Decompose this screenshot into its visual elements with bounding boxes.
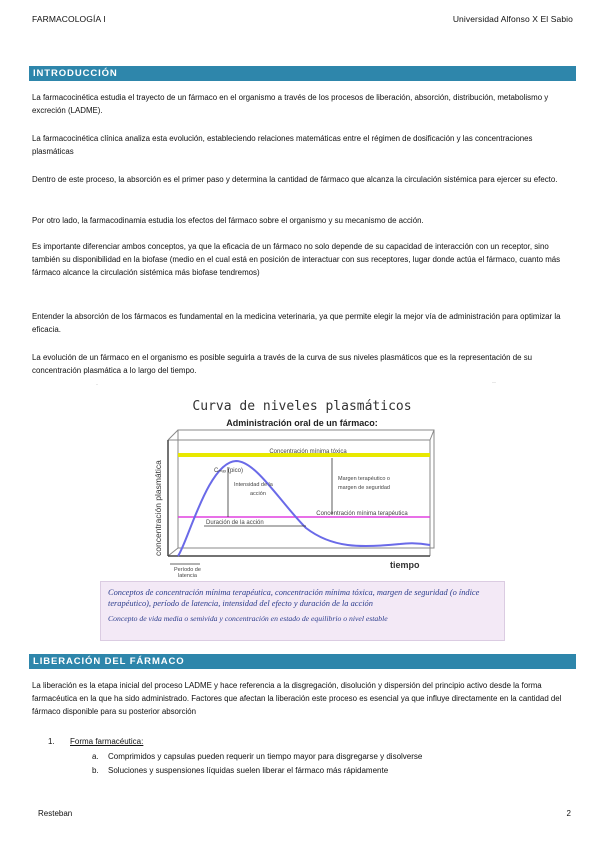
intro-paragraph-1: La farmacocinética estudia el trayecto de un fármaco en el organismo a través de los procesos de liberación, absorción, distribución, metabolismo y excreción (LADME). [32, 93, 549, 115]
figure-caption-box [100, 581, 505, 641]
scan-dot: ·· [492, 380, 496, 386]
chart-title: Curva de niveles plasmáticos [192, 399, 412, 414]
sub-item-letter-a: a. [92, 752, 99, 761]
chart-subtitle: Administración oral de un fármaco: [226, 418, 378, 428]
plasma-level-chart [100, 392, 505, 578]
intro-paragraph-4: Por otro lado, la farmacodinamia estudia los efectos del fármaco sobre el organismo y su mecanismo de acción. [32, 216, 424, 225]
header-course: FARMACOLOGÍA I [32, 14, 106, 24]
plasma-curve [178, 461, 430, 556]
duration-label: Duración de la acción [206, 520, 264, 526]
list-item-title: Forma farmacéutica: [70, 737, 144, 746]
safety-margin-label: margen de seguridad [338, 485, 390, 491]
scan-dot: · [96, 382, 98, 388]
chart-frame-edge [168, 548, 178, 556]
figure-caption-line-1: Conceptos de concentración mínima terapéutica, concentración mínima tóxica, margen de seguridad (o índice terapéutico), período de latencia, intensidad del efecto y duración de la acción [108, 588, 480, 609]
chart-frame-edge [430, 430, 434, 440]
sub-item-letter-b: b. [92, 766, 99, 775]
header-university: Universidad Alfonso X El Sabio [452, 14, 573, 24]
page-number: 2 [566, 809, 571, 818]
sub-item-a: Comprimidos y capsulas pueden requerir un tiempo mayor para disgregarse y disolverse [108, 752, 423, 761]
section-heading-liberation: LIBERACIÓN DEL FÁRMACO [29, 654, 576, 669]
cmax-label: Cₘₐₓ (pico) [214, 468, 243, 474]
figure-caption-line-2: Concepto de vida media o semivida y concentración en estado de equilibrio o nivel estable [108, 613, 388, 623]
sub-item-b: Soluciones y suspensiones líquidas suelen liberar el fármaco más rápidamente [108, 766, 389, 775]
list-item-number: 1. [48, 737, 55, 746]
intro-paragraph-5: Es importante diferenciar ambos conceptos, ya que la eficacia de un fármaco no solo depende de su capacidad de interacción con un receptor, sino también su disponibilidad en la biofase (medio en el cual está en posición de interactuar con sus receptores, lugar donde actúa el fármaco, cuanto más fármaco alcance la circulación sistémica más biofase tendremos) [32, 242, 561, 277]
intro-paragraph-6: Entender la absorción de los fármacos es fundamental en la medicina veterinaria, ya que permite elegir la mejor vía de administración para optimizar la eficacia. [32, 312, 561, 334]
y-axis-label: concentración plasmática [153, 460, 163, 556]
section-heading-introduction: INTRODUCCIÓN [29, 66, 576, 81]
intro-paragraph-3: Dentro de este proceso, la absorción es el primer paso y determina la cantidad de fármaco que alcanza la circulación sistémica para ejercer su efecto. [32, 175, 558, 184]
intensity-label: Intensidad de la [234, 482, 273, 488]
latency-label: Período de [174, 567, 201, 573]
chart-frame-edge [168, 430, 178, 440]
latency-label: latencia [178, 573, 197, 578]
min-toxic-label: Concentración mínima tóxica [269, 449, 347, 455]
chart-back-frame [178, 430, 434, 548]
intro-paragraph-2: La farmacocinética clínica analiza esta evolución, estableciendo relaciones matemáticas entre el régimen de dosificación y las concentraciones plasmáticas [32, 134, 533, 156]
intro-paragraph-7: La evolución de un fármaco en el organismo es posible seguirla a través de la curva de sus niveles plasmáticos que es la representación de su concentración plasmática a lo largo del tiempo. [32, 353, 533, 375]
min-therapeutic-label: Concentración mínima terapéutica [316, 511, 408, 517]
liberation-paragraph: La liberación es la etapa inicial del proceso LADME y hace referencia a la disgregación, disolución y dispersión del principio activo desde la forma farmacéutica en la que ha sido administrado. Factores que afectan la liberación este proceso es esencial ya que influye directamente en la cantidad del fármaco disponible para su posterior absorción [32, 681, 562, 716]
intensity-label: acción [250, 491, 266, 497]
safety-margin-label: Margen terapéutico o [338, 476, 390, 482]
x-axis-label: tiempo [390, 560, 420, 570]
footer-author: Resteban [38, 809, 73, 818]
